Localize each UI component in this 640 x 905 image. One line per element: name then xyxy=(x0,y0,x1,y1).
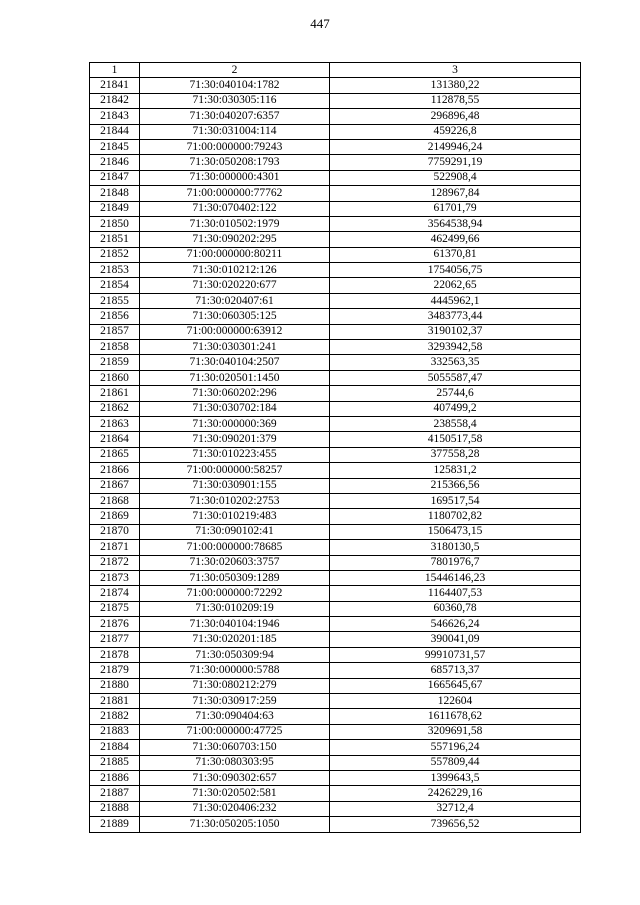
cadastral-number-cell: 71:30:020407:61 xyxy=(140,293,330,308)
row-number-cell: 21855 xyxy=(90,293,140,308)
cadastral-number-cell: 71:00:000000:77762 xyxy=(140,186,330,201)
cadastral-value-cell: 215366,56 xyxy=(330,478,581,493)
table-row xyxy=(90,155,581,170)
table-row xyxy=(90,401,581,416)
row-number-cell: 21883 xyxy=(90,724,140,739)
column-header-1: 1 xyxy=(90,63,140,78)
cadastral-value-cell: 131380,22 xyxy=(330,78,581,93)
cadastral-number-cell: 71:30:080303:95 xyxy=(140,755,330,770)
cadastral-number-cell: 71:30:020502:581 xyxy=(140,786,330,801)
cadastral-value-cell: 1399643,5 xyxy=(330,770,581,785)
cadastral-number-cell: 71:30:080212:279 xyxy=(140,678,330,693)
row-number-cell: 21856 xyxy=(90,309,140,324)
row-number-cell: 21871 xyxy=(90,540,140,555)
cadastral-number-cell: 71:00:000000:79243 xyxy=(140,139,330,154)
cadastral-value-cell: 3209691,58 xyxy=(330,724,581,739)
row-number-cell: 21885 xyxy=(90,755,140,770)
cadastral-value-cell: 5055587,47 xyxy=(330,370,581,385)
table-row xyxy=(90,78,581,93)
row-number-cell: 21870 xyxy=(90,524,140,539)
cadastral-value-cell: 1611678,62 xyxy=(330,709,581,724)
table-row xyxy=(90,617,581,632)
cadastral-number-cell: 71:30:060202:296 xyxy=(140,386,330,401)
cadastral-number-cell: 71:30:090102:41 xyxy=(140,524,330,539)
row-number-cell: 21862 xyxy=(90,401,140,416)
cadastral-number-cell: 71:30:010202:2753 xyxy=(140,493,330,508)
cadastral-value-cell: 4445962,1 xyxy=(330,293,581,308)
table-row xyxy=(90,324,581,339)
cadastral-value-cell: 1164407,53 xyxy=(330,586,581,601)
cadastral-number-cell: 71:00:000000:72292 xyxy=(140,586,330,601)
table-row xyxy=(90,724,581,739)
table-row xyxy=(90,801,581,816)
table-row xyxy=(90,201,581,216)
cadastral-number-cell: 71:30:070402:122 xyxy=(140,201,330,216)
table-row xyxy=(90,432,581,447)
cadastral-value-cell: 1665645,67 xyxy=(330,678,581,693)
cadastral-number-cell: 71:30:010212:126 xyxy=(140,263,330,278)
cadastral-value-cell: 1180702,82 xyxy=(330,509,581,524)
cadastral-value-cell: 238558,4 xyxy=(330,416,581,431)
cadastral-number-cell: 71:30:020603:3757 xyxy=(140,555,330,570)
table-header-row xyxy=(90,63,581,78)
row-number-cell: 21886 xyxy=(90,770,140,785)
cadastral-value-cell: 462499,66 xyxy=(330,232,581,247)
cadastral-value-cell: 522908,4 xyxy=(330,170,581,185)
cadastral-value-cell: 739656,52 xyxy=(330,817,581,832)
row-number-cell: 21874 xyxy=(90,586,140,601)
cadastral-value-cell: 60360,78 xyxy=(330,601,581,616)
table-row xyxy=(90,555,581,570)
table-row xyxy=(90,817,581,832)
row-number-cell: 21847 xyxy=(90,170,140,185)
table-row xyxy=(90,447,581,462)
cadastral-value-cell: 61701,79 xyxy=(330,201,581,216)
cadastral-number-cell: 71:30:010223:455 xyxy=(140,447,330,462)
cadastral-number-cell: 71:30:010219:483 xyxy=(140,509,330,524)
cadastral-value-cell: 390041,09 xyxy=(330,632,581,647)
cadastral-number-cell: 71:30:050205:1050 xyxy=(140,817,330,832)
table-row xyxy=(90,740,581,755)
table-row xyxy=(90,386,581,401)
row-number-cell: 21864 xyxy=(90,432,140,447)
row-number-cell: 21865 xyxy=(90,447,140,462)
table-row xyxy=(90,340,581,355)
cadastral-value-cell: 685713,37 xyxy=(330,663,581,678)
table-row xyxy=(90,755,581,770)
row-number-cell: 21858 xyxy=(90,340,140,355)
table-row xyxy=(90,216,581,231)
cadastral-number-cell: 71:30:030702:184 xyxy=(140,401,330,416)
table-row xyxy=(90,601,581,616)
cadastral-value-cell: 557809,44 xyxy=(330,755,581,770)
row-number-cell: 21872 xyxy=(90,555,140,570)
cadastral-value-cell: 377558,28 xyxy=(330,447,581,462)
table-row xyxy=(90,493,581,508)
cadastral-number-cell: 71:30:031004:114 xyxy=(140,124,330,139)
table-row xyxy=(90,278,581,293)
row-number-cell: 21852 xyxy=(90,247,140,262)
row-number-cell: 21866 xyxy=(90,463,140,478)
row-number-cell: 21880 xyxy=(90,678,140,693)
cadastral-number-cell: 71:30:010209:19 xyxy=(140,601,330,616)
cadastral-value-cell: 169517,54 xyxy=(330,493,581,508)
cadastral-number-cell: 71:30:090404:63 xyxy=(140,709,330,724)
table-row xyxy=(90,663,581,678)
table-row xyxy=(90,678,581,693)
cadastral-value-cell: 407499,2 xyxy=(330,401,581,416)
row-number-cell: 21841 xyxy=(90,78,140,93)
cadastral-number-cell: 71:30:060703:150 xyxy=(140,740,330,755)
cadastral-value-cell: 3564538,94 xyxy=(330,216,581,231)
row-number-cell: 21876 xyxy=(90,617,140,632)
table-body xyxy=(90,78,581,832)
table-row xyxy=(90,109,581,124)
row-number-cell: 21854 xyxy=(90,278,140,293)
cadastral-number-cell: 71:30:090202:295 xyxy=(140,232,330,247)
cadastral-number-cell: 71:30:000000:369 xyxy=(140,416,330,431)
table-row xyxy=(90,632,581,647)
cadastral-value-cell: 22062,65 xyxy=(330,278,581,293)
cadastral-number-cell: 71:30:020220:677 xyxy=(140,278,330,293)
cadastral-value-cell: 557196,24 xyxy=(330,740,581,755)
table-row xyxy=(90,770,581,785)
cadastral-number-cell: 71:30:090201:379 xyxy=(140,432,330,447)
table-row xyxy=(90,463,581,478)
cadastral-number-cell: 71:30:040104:2507 xyxy=(140,355,330,370)
row-number-cell: 21889 xyxy=(90,817,140,832)
row-number-cell: 21888 xyxy=(90,801,140,816)
table-row xyxy=(90,232,581,247)
cadastral-number-cell: 71:00:000000:63912 xyxy=(140,324,330,339)
table-row xyxy=(90,694,581,709)
table-row xyxy=(90,570,581,585)
table-row xyxy=(90,355,581,370)
cadastral-number-cell: 71:30:030305:116 xyxy=(140,93,330,108)
table-row xyxy=(90,709,581,724)
row-number-cell: 21844 xyxy=(90,124,140,139)
cadastral-number-cell: 71:00:000000:47725 xyxy=(140,724,330,739)
cadastral-number-cell: 71:30:020501:1450 xyxy=(140,370,330,385)
row-number-cell: 21873 xyxy=(90,570,140,585)
row-number-cell: 21843 xyxy=(90,109,140,124)
table-row xyxy=(90,263,581,278)
cadastral-value-cell: 4150517,58 xyxy=(330,432,581,447)
cadastral-value-cell: 1506473,15 xyxy=(330,524,581,539)
table-row xyxy=(90,509,581,524)
cadastral-number-cell: 71:30:090302:657 xyxy=(140,770,330,785)
row-number-cell: 21884 xyxy=(90,740,140,755)
table-row xyxy=(90,170,581,185)
row-number-cell: 21881 xyxy=(90,694,140,709)
cadastral-number-cell: 71:30:060305:125 xyxy=(140,309,330,324)
cadastral-value-cell: 128967,84 xyxy=(330,186,581,201)
row-number-cell: 21845 xyxy=(90,139,140,154)
row-number-cell: 21857 xyxy=(90,324,140,339)
cadastral-number-cell: 71:00:000000:58257 xyxy=(140,463,330,478)
row-number-cell: 21863 xyxy=(90,416,140,431)
cadastral-number-cell: 71:30:000000:5788 xyxy=(140,663,330,678)
cadastral-number-cell: 71:30:010502:1979 xyxy=(140,216,330,231)
cadastral-value-cell: 459226,8 xyxy=(330,124,581,139)
cadastral-number-cell: 71:00:000000:78685 xyxy=(140,540,330,555)
cadastral-value-cell: 61370,81 xyxy=(330,247,581,262)
row-number-cell: 21850 xyxy=(90,216,140,231)
row-number-cell: 21859 xyxy=(90,355,140,370)
table-row xyxy=(90,93,581,108)
row-number-cell: 21882 xyxy=(90,709,140,724)
row-number-cell: 21868 xyxy=(90,493,140,508)
row-number-cell: 21869 xyxy=(90,509,140,524)
cadastral-value-cell: 2426229,16 xyxy=(330,786,581,801)
table-row xyxy=(90,416,581,431)
row-number-cell: 21846 xyxy=(90,155,140,170)
cadastral-number-cell: 71:30:020201:185 xyxy=(140,632,330,647)
cadastral-number-cell: 71:30:020406:232 xyxy=(140,801,330,816)
table-row xyxy=(90,478,581,493)
cadastral-value-cell: 3483773,44 xyxy=(330,309,581,324)
column-header-2: 2 xyxy=(140,63,330,78)
column-header-3: 3 xyxy=(330,63,581,78)
cadastral-value-cell: 3293942,58 xyxy=(330,340,581,355)
table-row xyxy=(90,247,581,262)
row-number-cell: 21879 xyxy=(90,663,140,678)
cadastral-value-cell: 122604 xyxy=(330,694,581,709)
cadastral-number-cell: 71:30:040207:6357 xyxy=(140,109,330,124)
table-row xyxy=(90,370,581,385)
cadastral-value-cell: 112878,55 xyxy=(330,93,581,108)
cadastral-value-cell: 546626,24 xyxy=(330,617,581,632)
row-number-cell: 21875 xyxy=(90,601,140,616)
cadastral-value-cell: 32712,4 xyxy=(330,801,581,816)
cadastral-value-cell: 7759291,19 xyxy=(330,155,581,170)
row-number-cell: 21853 xyxy=(90,263,140,278)
cadastral-value-cell: 7801976,7 xyxy=(330,555,581,570)
cadastral-value-cell: 3190102,37 xyxy=(330,324,581,339)
cadastral-value-cell: 3180130,5 xyxy=(330,540,581,555)
table-row xyxy=(90,586,581,601)
row-number-cell: 21860 xyxy=(90,370,140,385)
cadastral-value-cell: 332563,35 xyxy=(330,355,581,370)
cadastral-value-table xyxy=(89,62,581,833)
cadastral-number-cell: 71:30:030301:241 xyxy=(140,340,330,355)
row-number-cell: 21887 xyxy=(90,786,140,801)
row-number-cell: 21877 xyxy=(90,632,140,647)
row-number-cell: 21851 xyxy=(90,232,140,247)
cadastral-value-cell: 1754056,75 xyxy=(330,263,581,278)
cadastral-value-cell: 99910731,57 xyxy=(330,647,581,662)
cadastral-number-cell: 71:30:030917:259 xyxy=(140,694,330,709)
cadastral-value-cell: 15446146,23 xyxy=(330,570,581,585)
cadastral-value-cell: 296896,48 xyxy=(330,109,581,124)
row-number-cell: 21849 xyxy=(90,201,140,216)
cadastral-number-cell: 71:30:050309:94 xyxy=(140,647,330,662)
row-number-cell: 21878 xyxy=(90,647,140,662)
cadastral-number-cell: 71:30:030901:155 xyxy=(140,478,330,493)
page-number: 447 xyxy=(310,16,330,31)
cadastral-number-cell: 71:30:000000:4301 xyxy=(140,170,330,185)
cadastral-value-cell: 25744,6 xyxy=(330,386,581,401)
cadastral-value-cell: 125831,2 xyxy=(330,463,581,478)
row-number-cell: 21861 xyxy=(90,386,140,401)
table-row xyxy=(90,309,581,324)
table-row xyxy=(90,524,581,539)
cadastral-number-cell: 71:30:050309:1289 xyxy=(140,570,330,585)
table-row xyxy=(90,540,581,555)
cadastral-number-cell: 71:00:000000:80211 xyxy=(140,247,330,262)
table-row xyxy=(90,647,581,662)
table-row xyxy=(90,124,581,139)
table-row xyxy=(90,786,581,801)
table-row xyxy=(90,139,581,154)
table-row xyxy=(90,293,581,308)
row-number-cell: 21848 xyxy=(90,186,140,201)
row-number-cell: 21842 xyxy=(90,93,140,108)
cadastral-number-cell: 71:30:040104:1946 xyxy=(140,617,330,632)
row-number-cell: 21867 xyxy=(90,478,140,493)
table-row xyxy=(90,186,581,201)
cadastral-value-cell: 2149946,24 xyxy=(330,139,581,154)
cadastral-number-cell: 71:30:040104:1782 xyxy=(140,78,330,93)
cadastral-number-cell: 71:30:050208:1793 xyxy=(140,155,330,170)
